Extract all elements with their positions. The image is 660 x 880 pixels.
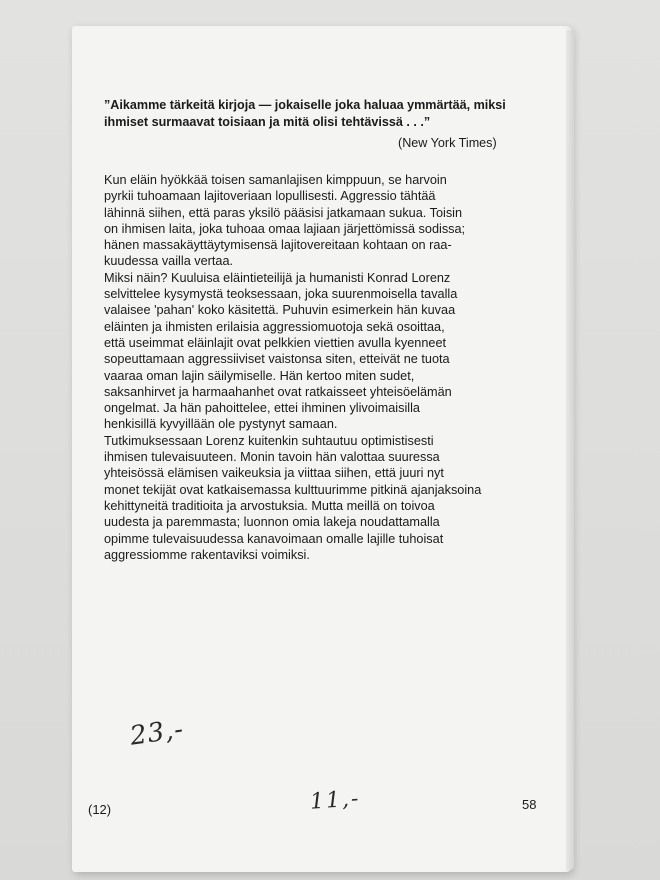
handwritten-code: 11,-	[309, 786, 362, 815]
quote-source: (New York Times)	[398, 136, 497, 150]
body-line: Kun eläin hyökkää toisen samanlajisen kimppuun, se harvoin	[104, 173, 447, 187]
series-number: (12)	[88, 802, 112, 817]
body-line: ongelmat. Ja hän pahoittelee, ettei ihminen ylivoimaisilla	[104, 401, 420, 416]
page-number: 58	[522, 797, 537, 812]
body-line: aggressiomme rakentaviksi voimiksi.	[104, 547, 310, 562]
body-line: Miksi näin? Kuuluisa eläintieteilijä ja humanisti Konrad Lorenz	[104, 270, 451, 285]
body-line: kuudessa vailla vertaa.	[104, 254, 234, 269]
body-line: monet tekijät ovat katkaisemassa kulttuurimme pitkinä ajanjaksoina	[104, 482, 482, 497]
body-line: pyrkii tuhoamaan lajitoveriaan lopullisesti. Aggressio tähtää	[104, 189, 436, 204]
body-line: ihmisen tulevaisuuteen. Monin tavoin hän valottaa suuressa	[104, 450, 440, 465]
body-line: että useimmat eläinlajit ovat pelkkien viettien avulla kyenneet	[104, 335, 447, 350]
body-line: eläinten ja ihmisten erilaisia aggressiomuotoja sekä osoittaa,	[104, 319, 445, 334]
body-line: henkisillä kyvyillään ole pystynyt samaan.	[104, 417, 338, 432]
body-line: kehittyneitä traditioita ja arvostuksia. Mutta meillä on toivoa	[104, 498, 435, 513]
body-line: saksanhirvet ja harmaahanhet ovat ratkaisseet yhteisöelämän	[104, 384, 452, 399]
blurb-body	[104, 172, 550, 563]
book-page-edge	[566, 30, 574, 870]
quote-line: ihmiset surmaavat toisiaan ja mitä olisi tehtävissä . . .”	[104, 115, 431, 129]
body-line: vaaraa oman lajin säilymiselle. Hän kertoo miten sudet,	[104, 368, 415, 383]
body-line: opimme tulevaisuudessa kanavoimaan omalle lajille tuhoisat	[104, 531, 444, 546]
body-line: hänen massakäyttäytymisensä lajitovereitaan kohtaan on raa-	[104, 238, 452, 253]
body-line: Tutkimuksessaan Lorenz kuitenkin suhtautuu optimistisesti	[104, 433, 434, 448]
back-cover-text	[104, 97, 550, 563]
body-line: selvittelee kysymystä teoksessaan, joka suurenmoisella tavalla	[104, 287, 458, 302]
body-line: yhteisössä elämisen vaikeuksia ja viittaa siihen, että juuri nyt	[104, 466, 444, 481]
quote-line: ”Aikamme tärkeitä kirjoja — jokaiselle joka haluaa ymmärtää, miksi	[104, 98, 506, 112]
body-line: on ihmisen laita, joka tuhoaa omaa lajiaan järjettömissä sodissa;	[104, 221, 466, 236]
body-line: uudesta ja paremmasta; luonnon omia lakeja noudattamalla	[104, 515, 440, 530]
body-line: valaisee 'pahan' koko käsitettä. Puhuvin esimerkein hän kuvaa	[104, 303, 456, 318]
handwritten-price: 23,-	[128, 714, 186, 752]
blurb-quote	[104, 97, 550, 131]
body-line: lähinnä siihen, että paras yksilö pääsisi jatkamaan sukua. Toisin	[104, 205, 463, 220]
body-line: sopeuttamaan aggressiiviset vaistonsa siten, etteivät ne tuota	[104, 352, 450, 367]
